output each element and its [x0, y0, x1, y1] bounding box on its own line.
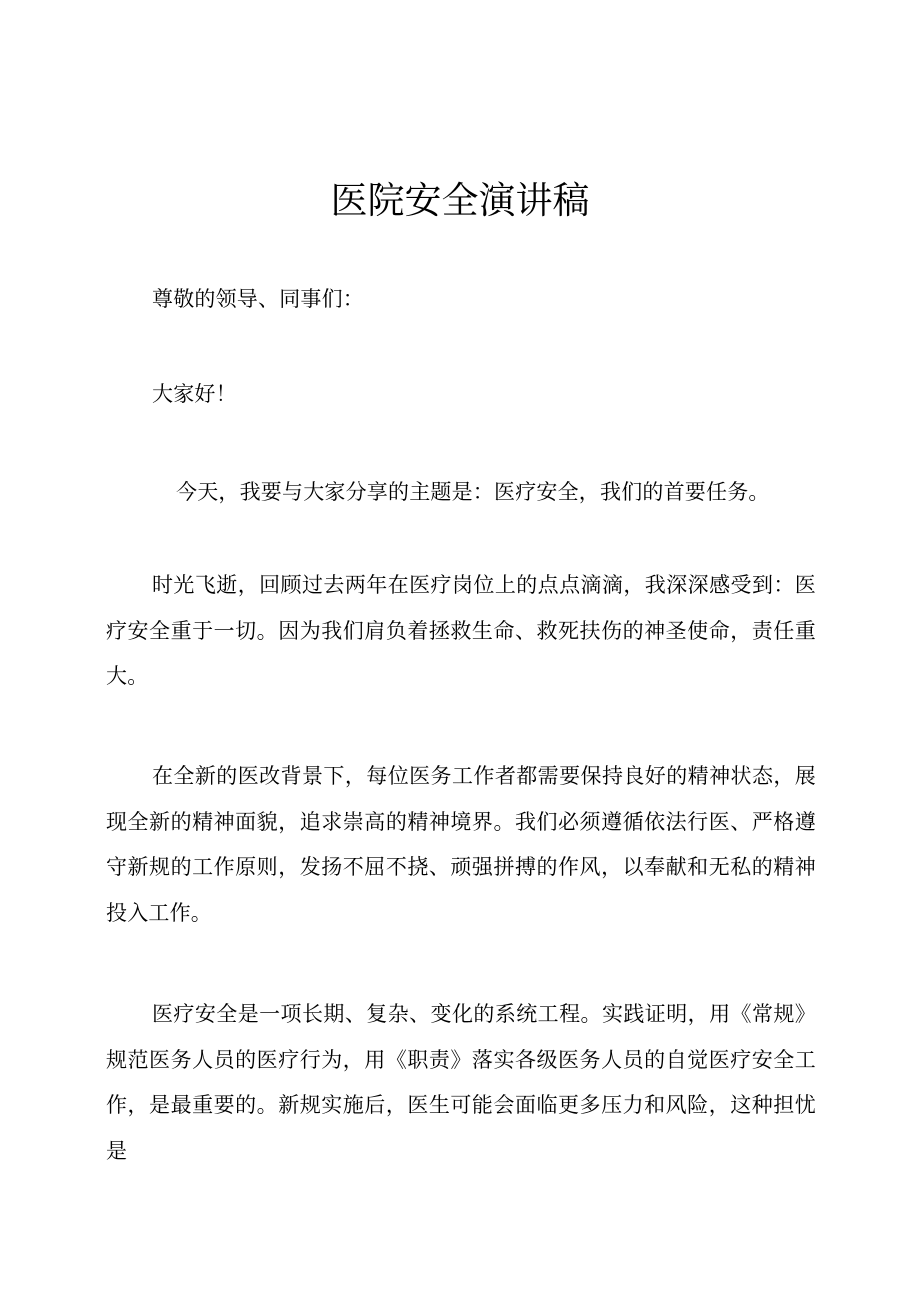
document-title: 医院安全演讲稿 — [330, 179, 590, 222]
paragraph-safety-system: 医疗安全是一项长期、复杂、变化的系统工程。实践证明，用《常规》规范医务人员的医疗行为，用《职责》落实各级医务人员的自觉医疗安全工作，是最重要的。新规实施后，医生可能会面临更多压力和风险，这种担忧是 — [106, 1002, 816, 1163]
greeting: 大家好！ — [152, 382, 237, 406]
paragraph-reflection: 时光飞逝，回顾过去两年在医疗岗位上的点点滴滴，我深深感受到：医疗安全重于一切。因为我们肩负着拯救生命、救死扶伤的神圣使命，责任重大。 — [106, 573, 816, 688]
paragraph-topic: 今天，我要与大家分享的主题是：医疗安全，我们的首要任务。 — [176, 480, 770, 504]
paragraph-reform: 在全新的医改背景下，每位医务工作者都需要保持良好的精神状态，展现全新的精神面貌，追求崇高的精神境界。我们必须遵循依法行医、严格遵守新规的工作原则，发扬不屈不挠、顽强拼搏的作风，以奉献和无私的精神投入工作。 — [106, 764, 816, 925]
salutation: 尊敬的领导、同事们： — [152, 287, 364, 311]
